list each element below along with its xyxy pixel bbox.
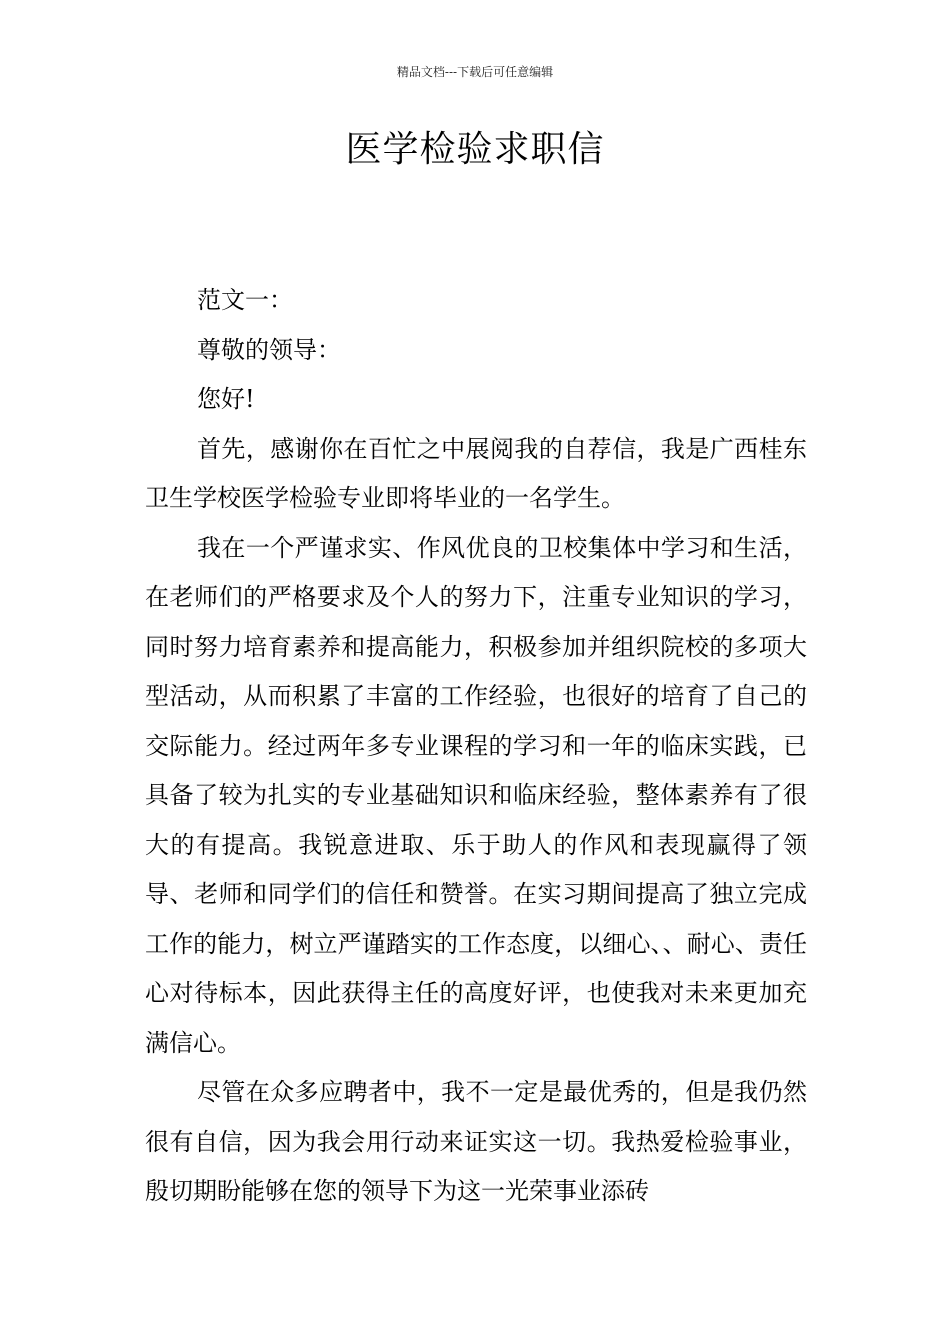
header-note: 精品文档---下载后可任意编辑 bbox=[396, 65, 554, 79]
paragraph-confidence: 尽管在众多应聘者中，我不一定是最优秀的，但是我仍然很有自信，因为我会用行动来证实这一切。我热爱检验事业，殷切期盼能够在您的领导下为这一光荣事业添砖 bbox=[145, 1078, 807, 1205]
document-body bbox=[145, 276, 807, 1217]
salutation-label: 范文一： bbox=[197, 286, 293, 314]
greeting-line: 尊敬的领导： bbox=[197, 335, 341, 364]
document-title: 医学检验求职信 bbox=[345, 129, 605, 170]
hello-line: 您好! bbox=[197, 385, 255, 413]
paragraph-experience: 我在一个严谨求实、作风优良的卫校集体中学习和生活，在老师们的严格要求及个人的努力下，注重专业知识的学习，同时努力培育素养和提高能力，积极参加并组织院校的多项大型活动，从而积累了丰富的工作经验，也很好的培育了自己的交际能力。经过两年多专业课程的学习和一年的临床实践，已具备了较为扎实的专业基础知识和临床经验，整体素养有了很大的有提高。我锐意进取、乐于助人的作风和表现赢得了领导、老师和同学们的信任和赞誉。在实习期间提高了独立完成工作的能力，树立严谨踏实的工作态度，以细心、、耐心、责任心对待标本，因此获得主任的高度好评，也使我对未来更加充满信心。 bbox=[145, 533, 807, 1057]
paragraph-intro: 首先，感谢你在百忙之中展阅我的自荐信，我是广西桂东卫生学校医学检验专业即将毕业的一名学生。 bbox=[145, 434, 807, 512]
